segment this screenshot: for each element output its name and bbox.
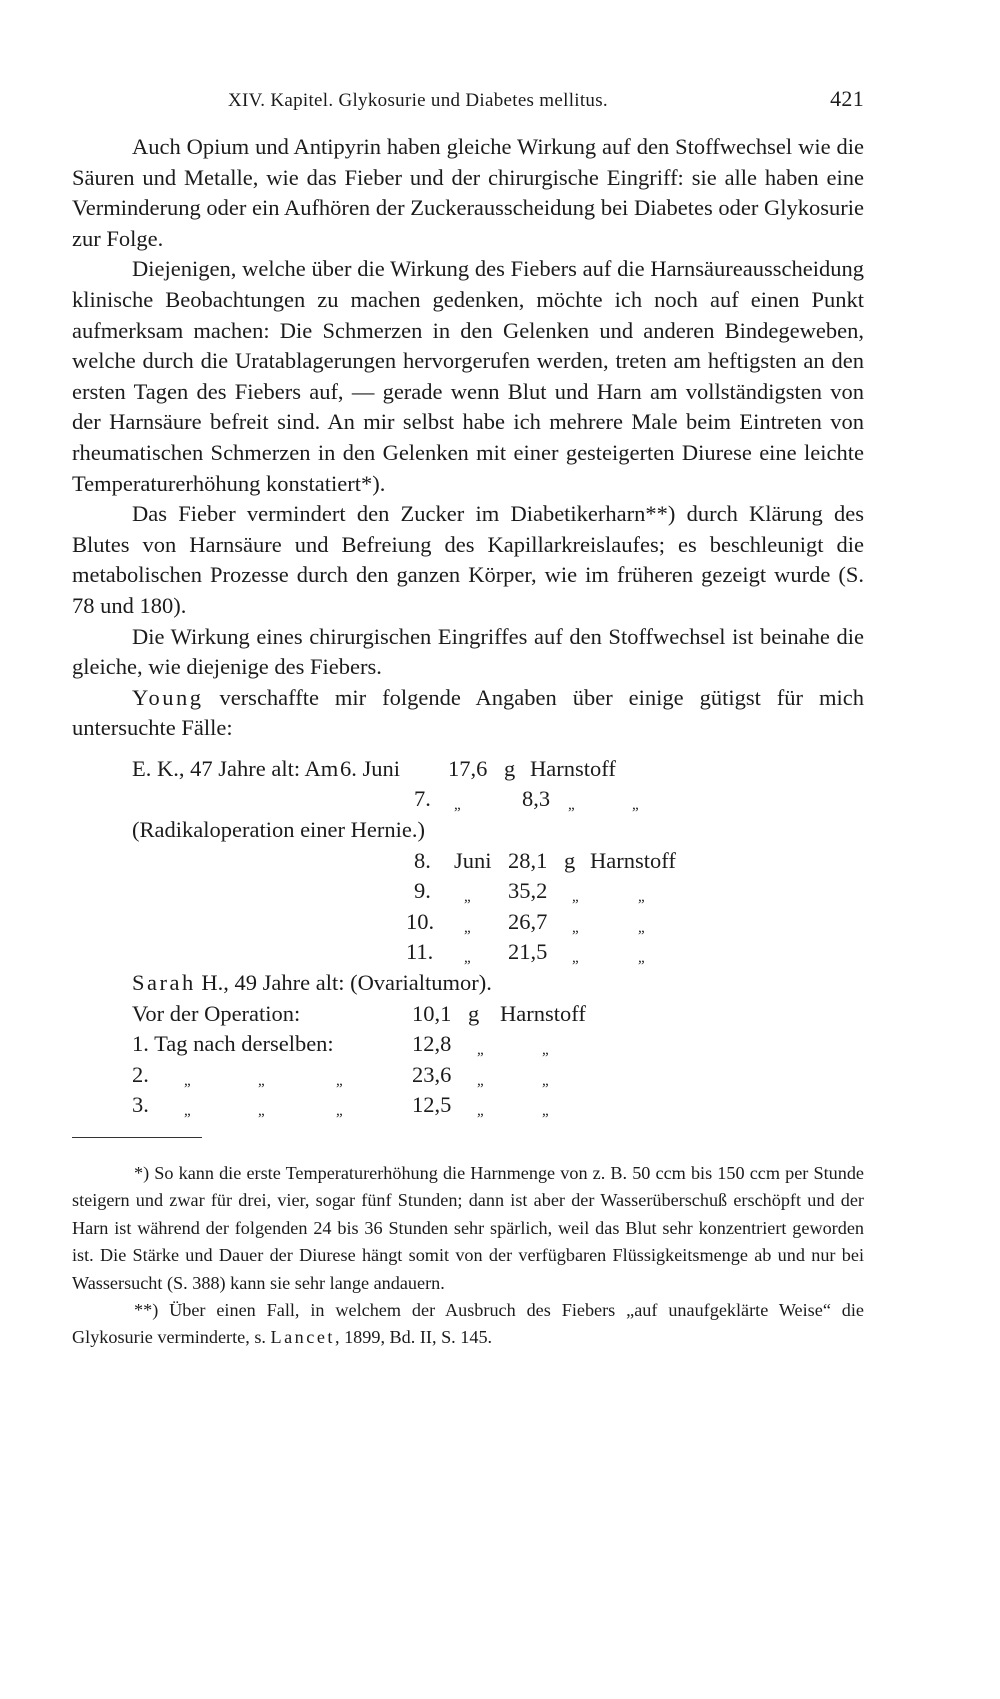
case1-unit: g xyxy=(564,847,576,873)
case2-label: 1. Tag nach derselben: xyxy=(132,1031,334,1057)
ditto-mark: „ xyxy=(572,919,579,936)
ditto-mark: „ xyxy=(638,889,645,906)
case2-value: 23,6 xyxy=(412,1061,452,1087)
book-page xyxy=(72,80,864,1352)
case2-unit: g xyxy=(468,1000,480,1026)
case2-value: 10,1 xyxy=(412,1000,452,1026)
case-records xyxy=(72,754,864,1121)
page-number: 421 xyxy=(830,86,864,111)
ditto-mark: „ xyxy=(542,1103,549,1120)
case1-operation xyxy=(72,815,864,846)
ditto-mark: „ xyxy=(464,919,471,936)
ditto-mark: „ xyxy=(477,1072,484,1089)
case1-row-10 xyxy=(72,907,864,938)
ditto-mark: „ xyxy=(568,797,575,814)
case1-row-9 xyxy=(72,876,864,907)
ditto-mark: „ xyxy=(572,950,579,967)
case2-details: H., 49 Jahre alt: (Ovarialtumor). xyxy=(195,970,492,996)
case2-value: 12,5 xyxy=(412,1092,452,1118)
ditto-mark: „ xyxy=(464,889,471,906)
ditto-mark: „ xyxy=(258,1072,265,1089)
young-text: verschaffte mir folgende Angaben über einige gütigst für mich untersuchte Fälle: xyxy=(72,684,864,741)
case1-day: 8. xyxy=(414,847,431,873)
footnote-2 xyxy=(72,1297,864,1352)
case1-value: 17,6 xyxy=(448,755,488,781)
running-head xyxy=(72,80,864,120)
footnote-2-source: Lancet xyxy=(270,1327,335,1348)
ditto-mark: „ xyxy=(336,1103,343,1120)
ditto-mark: „ xyxy=(572,889,579,906)
case1-name: E. K., 47 Jahre alt: Am xyxy=(132,755,339,781)
case2-row-day3 xyxy=(72,1090,864,1121)
case1-date: 7. xyxy=(414,786,431,812)
case1-month: Juni xyxy=(454,847,492,873)
case1-row-8 xyxy=(72,846,864,877)
case2-label: Vor der Operation: xyxy=(132,1000,301,1026)
case1-substance: Harnstoff xyxy=(530,755,616,781)
case1-day: 9. xyxy=(414,878,431,904)
ditto-mark: „ xyxy=(258,1103,265,1120)
paragraph-opium: Auch Opium und Antipyrin haben gleiche Wirkung auf den Stoffwechsel wie die Säuren und Metalle, wie das Fieber und der chirurgische Eingriff: sie alle haben eine Verminderung oder ein Aufhören der Zuckerausscheidung bei Diabetes oder Glykosurie zur Folge. xyxy=(72,134,864,251)
case2-row-day2 xyxy=(72,1060,864,1091)
case1-substance: Harnstoff xyxy=(590,847,676,873)
case2-substance: Harnstoff xyxy=(500,1000,586,1026)
ditto-mark: „ xyxy=(336,1072,343,1089)
ditto-mark: „ xyxy=(632,797,639,814)
case2-row-before xyxy=(72,999,864,1030)
case1-row-7 xyxy=(72,784,864,815)
paragraph-young xyxy=(72,683,864,744)
paragraph-fieber: Das Fieber vermindert den Zucker im Diabetikerharn**) durch Klärung des Blutes von Harnsäure und Befreiung des Kapillarkreislaufes; es beschleunigt die metabolischen Prozesse durch den ganzen Körper, wie im früheren gezeigt wurde (S. 78 und 180). xyxy=(72,501,864,618)
case2-value: 12,8 xyxy=(412,1031,452,1057)
case2-row-day1 xyxy=(72,1029,864,1060)
footnote-separator xyxy=(72,1137,202,1138)
case2-name xyxy=(132,968,492,999)
case2-label: 2. xyxy=(132,1061,149,1087)
paragraph-harnsaeure: Diejenigen, welche über die Wirkung des Fiebers auf die Harnsäureausscheidung klinische Beobachtungen zu machen gedenken, möchte ich noch auf einen Punkt aufmerksam machen: Die Schmerzen in den Gelenken und anderen Bindegeweben, welche durch die Uratablagerungen hervorgerufen werden, treten am heftigsten an den ersten Tagen des Fiebers auf, — gerade wenn Blut und Harn am vollständigsten von der Harnsäure befreit sind. An mir selbst habe ich mehrere Male beim Eintreten von rheumatischen Schmerzen in den Gelenken mit einer gesteigerten Diurese eine leichte Temperaturerhöhung konstatiert*). xyxy=(72,256,864,496)
case1-value: 8,3 xyxy=(522,786,551,812)
body-text xyxy=(72,132,864,744)
footnotes xyxy=(72,1160,864,1352)
case1-day: 11. xyxy=(406,939,434,965)
case1-value: 26,7 xyxy=(508,908,548,934)
ditto-mark: „ xyxy=(542,1042,549,1059)
ditto-mark: „ xyxy=(454,797,461,814)
footnote-2-text: **) Über einen Fall, in welchem der Ausbruch des Fiebers „auf unaufgeklärte Weise“ die Glykosurie verminderte, s. xyxy=(72,1300,864,1348)
case1-row-11 xyxy=(72,937,864,968)
author-name-young: Young xyxy=(132,684,204,710)
footnote-2-citation: , 1899, Bd. II, S. 145. xyxy=(334,1327,493,1348)
ditto-mark: „ xyxy=(184,1072,191,1089)
case2-name-row xyxy=(72,968,864,999)
footnote-1: *) So kann die erste Temperaturerhöhung die Harnmenge von z. B. 50 ccm bis 150 ccm per Stunde steigern und zwar für drei, vier, sogar fünf Stunden; dann ist aber der Wasserüberschuß erschöpft und der Harn ist während der folgenden 24 bis 36 Stunden sehr spärlich, weil das Blut sehr konzentriert geworden ist. Die Stärke und Dauer der Diurese hängt somit von der verfügbaren Flüssigkeitsmenge ab und nur bei Wassersucht (S. 388) kann sie sehr lange andauern. xyxy=(72,1163,864,1293)
ditto-mark: „ xyxy=(464,950,471,967)
case1-unit: g xyxy=(504,755,516,781)
ditto-mark: „ xyxy=(638,919,645,936)
patient-name-sarah: Sarah xyxy=(132,970,196,996)
case1-day: 10. xyxy=(406,908,435,934)
ditto-mark: „ xyxy=(542,1072,549,1089)
ditto-mark: „ xyxy=(477,1103,484,1120)
ditto-mark: „ xyxy=(184,1103,191,1120)
case1-value: 35,2 xyxy=(508,878,548,904)
ditto-mark: „ xyxy=(638,950,645,967)
case1-row-6 xyxy=(72,754,864,785)
paragraph-eingriff: Die Wirkung eines chirurgischen Eingriffes auf den Stoffwechsel ist beinahe die gleiche, wie diejenige des Fiebers. xyxy=(72,623,864,680)
ditto-mark: „ xyxy=(477,1042,484,1059)
case1-value: 21,5 xyxy=(508,939,548,965)
case1-value: 28,1 xyxy=(508,847,548,873)
case2-label: 3. xyxy=(132,1092,149,1118)
case1-date: 6. Juni xyxy=(340,755,401,781)
chapter-heading: XIV. Kapitel. Glykosurie und Diabetes mellitus. xyxy=(228,90,608,111)
operation-note: (Radikaloperation einer Hernie.) xyxy=(132,817,425,843)
